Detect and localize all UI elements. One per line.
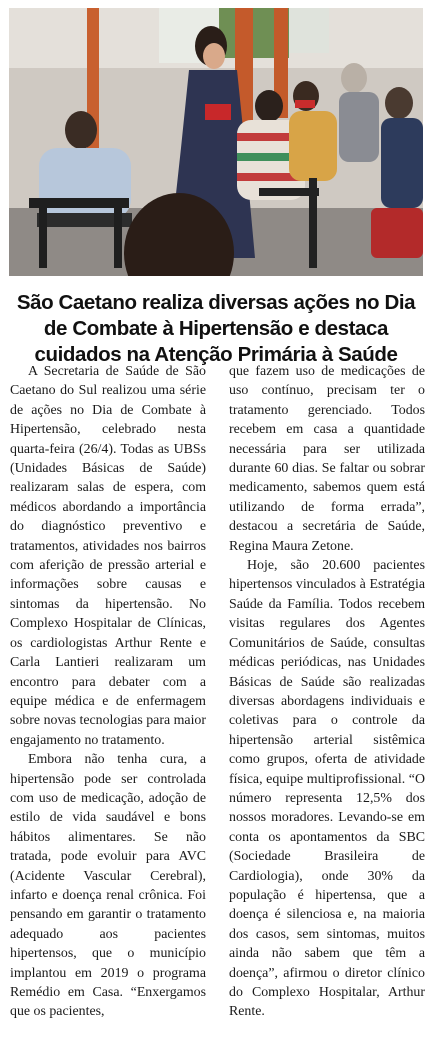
paragraph: que fazem uso de medicações de uso contínuo, precisam ter o tratamento gerenciado. Todos recebem em casa a quantidade necessária para ser utilizada durante 60 dias. Se faltar ou sobrar medicamento, sabemos quem está utilizando de forma errada”, destacou a secretária de Saúde, Regina Maura Zetone.: [229, 364, 425, 554]
event-photo: [9, 8, 423, 276]
article-body-left-column: [10, 362, 206, 1022]
article-headline: São Caetano realiza diversas ações no Dia de Combate à Hipertensão e destaca cuidados na Atenção Primária à Saúde: [16, 291, 416, 366]
paragraph: Hoje, são 20.600 pacientes hipertensos vinculados à Estratégia Saúde da Família. Todos recebem visitas regulares dos Agentes Comunitários de Saúde, consultas médicas periódicas, nas Unidades Básicas de Saúde são realizadas diversas abordagens individuais e coletivas para o controle da hipertensão arterial sistêmica como grupos, oferta de atividade física, equipe multiprofissional. “O número representa 12,5% dos nossos moradores. Levando-se em conta os apontamentos da SBC (Sociedade Brasileira de Cardiologia), onde 30% da população é hipertensa, que a doença é silenciosa e, na maioria dos casos, sem sintomas, muitos ainda não sabem que têm a doença”, afirmou o diretor clínico do Complexo Hospitalar, Arthur Rente.: [229, 558, 425, 1020]
article-body-right-column: [229, 362, 425, 1022]
paragraph: A Secretaria de Saúde de São Caetano do Sul realizou uma série de ações no Dia de Combate à Hipertensão, celebrado nesta quarta-feira (26/4). Todas as UBSs (Unidades Básicas de Saúde) realizaram salas de espera, com médicos abordando a importância do diagnóstico preventivo e tratamentos, atividades nos bairros com aferição de pressão arterial e informações sobre causas e sintomas da hipertensão. No Complexo Hospitalar de Clínicas, os cardiologistas Arthur Rente e Carla Lantieri realizaram um encontro para debater com a equipe médica e de enfermagem sobre novas tecnologias para maior engajamento no tratamento.: [10, 364, 206, 748]
event-photo-illustration: [9, 8, 423, 276]
paragraph: Embora não tenha cura, a hipertensão pode ser controlada com uso de medicação, adoção de estilo de vida saudável e bons hábitos alimentares. Se não tratada, pode evoluir para AVC (Acidente Vascular Cerebral), infarto e doença renal crônica. Foi pensando em garantir o tratamento adequado aos pacientes hipertensos, que o município implantou em 2019 o programa Remédio em Casa. “Enxergamos que os pacientes,: [10, 752, 206, 1020]
